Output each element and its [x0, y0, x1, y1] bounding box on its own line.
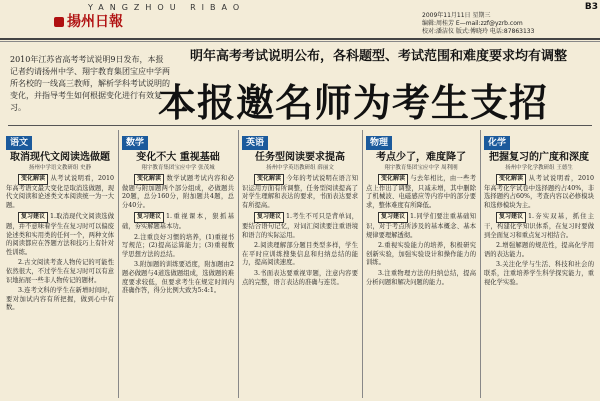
column-body	[242, 174, 358, 287]
paragraph-text: 2.重视实验能力的培养，积极研究创新实验，加强实验设计和操作能力的训练。	[366, 242, 476, 267]
column-byline: 翔宇教育集团宝应中学 周利刚	[384, 165, 458, 171]
column-english	[242, 130, 358, 398]
tip-label: 变化解读	[18, 174, 48, 185]
paragraph	[6, 287, 114, 313]
column-body	[484, 174, 594, 287]
paragraph	[484, 242, 594, 259]
column-byline: 扬州中学英语教研组 薛丽文	[266, 165, 334, 171]
subject-tag: 物理	[366, 136, 392, 150]
paragraph	[122, 261, 234, 295]
column-byline: 扬州中学化学教研组 王德生	[505, 165, 573, 171]
subject-tag: 英语	[242, 136, 268, 150]
paragraph-text: 数学试题考试内容和必做题与附加题两个部分组成，必做题共20题，总分160分，附加题共4题，总分40分。	[122, 175, 234, 209]
paragraph-text: 1.同学们要注重基础知识，对于考点所涉及的基本概念、基本规律要理解透彻。	[366, 213, 476, 239]
paragraph	[366, 212, 476, 240]
column-separator	[118, 130, 119, 398]
paragraph	[366, 270, 476, 287]
paragraph-text: 1.重视课本，狠抓基础，夯实解题基本功。	[122, 213, 234, 230]
column-body	[122, 174, 234, 296]
column-title: 考点少了，难度降了	[376, 152, 466, 163]
masthead	[0, 0, 600, 40]
paragraph-text: 3.书面表达要重视审题，注意内容要点的完整，语言表达的准确与连贯。	[242, 269, 358, 286]
subject-tag: 化学	[484, 136, 510, 150]
column-separator	[238, 130, 239, 398]
paragraph-text: 与去年相比，由一些考点上作出了调整，只减未增，其中删除了机械波、电磁感应等内容中的部分要求，整体难度有所降低。	[366, 175, 476, 209]
paragraph	[242, 174, 358, 210]
column-byline: 扬州中学语文教研组 史静	[28, 165, 92, 171]
proof-line: 校对:潘洁仪 版式:傅晓玲 电话:87863133	[422, 28, 535, 35]
paragraph	[6, 174, 114, 210]
paragraph	[484, 261, 594, 287]
paragraph	[484, 174, 594, 210]
page-number: B3	[584, 2, 598, 12]
tip-label: 复习建议	[378, 212, 408, 223]
paragraph-text: 2.阅读理解部分题目类型多样，学生在平时应训练搜集信息和归纳总结的能力，提高阅读速度。	[242, 242, 358, 267]
paragraph-text: 3.关注化学与生活、科技和社会的联系，注重培养学生科学探究能力，重视化学实验。	[484, 261, 594, 286]
masthead-rule	[0, 38, 600, 40]
masthead-meta	[422, 12, 592, 36]
column-title: 取消现代文阅读选做题	[10, 152, 110, 163]
column-byline: 翔宇教育集团宝应中学 张茂城	[141, 165, 215, 171]
subject-tag: 语文	[6, 136, 32, 150]
column-chemistry	[484, 130, 594, 398]
column-physics	[366, 130, 476, 398]
logo-icon	[54, 17, 64, 27]
date-line: 2009年11月11日 星期三	[422, 12, 491, 19]
column-body	[366, 174, 476, 287]
tip-label: 变化解读	[134, 174, 164, 185]
column-title: 把握复习的广度和深度	[489, 152, 589, 163]
column-chinese	[6, 130, 114, 398]
column-title: 变化不大 重视基础	[136, 152, 220, 163]
headline-sub: 明年高考考试说明公布，各科题型、考试范围和难度要求均有调整	[190, 49, 568, 64]
paragraph	[122, 212, 234, 231]
paragraph	[242, 242, 358, 268]
paragraph-text: 3.注重物理方法的归纳总结，提高分析问题和解决问题的能力。	[366, 269, 476, 286]
paragraph-text: 从考试说明看，2010年高考化学试卷中选择题约占40%，非选择题约占60%，考查内容以必修模块和选修模块为主。	[484, 175, 594, 209]
section-divider	[8, 125, 592, 126]
tip-label: 复习建议	[18, 212, 48, 223]
logo-text: 揚州日報	[67, 14, 123, 30]
paragraph	[366, 242, 476, 268]
paragraph-text: 今年的考试说明在语言知识运用方面有所调整，任务型阅读提高了对学生理解和表达的要求，书面表达要求有所提高。	[242, 175, 358, 209]
paragraph	[122, 174, 234, 210]
editor-line: 编辑:周桂芳 E—mail:zzf@yzrb.com	[422, 20, 523, 27]
intro-paragraph: 2010年江苏省高考考试说明9日发布，本报记者约请扬州中学、翔宇教育集团宝应中学两所名校的一线高三教师，解析学科考试说明的变化，并指导考生如何根据变化进行有效复习。	[10, 55, 170, 112]
paragraph-text: 2.古文阅读考查人物传记的可能性依然很大，不过学生在复习时可以有意识地拓展一些非人物传记的题材。	[6, 259, 114, 284]
masthead-rule-thin	[0, 41, 600, 42]
paragraph-text: 2.注重良好习惯的培养，(1)重视书写规范；(2)提高运算能力；(3)重视数学思想方法的总结。	[122, 233, 234, 258]
paragraph-text: 1.夯实双基，抓住主干，构建化学知识体系，在复习时要做到全面复习和重点复习相结合。	[484, 213, 594, 239]
headline-main: 本报邀名师为考生支招	[158, 81, 549, 125]
column-title: 任务型阅读要求提高	[255, 152, 345, 163]
tip-label: 复习建议	[254, 212, 284, 223]
subject-tag: 数学	[122, 136, 148, 150]
tip-label: 变化解读	[254, 174, 284, 185]
tip-label: 复习建议	[496, 212, 526, 223]
paragraph	[484, 212, 594, 240]
column-body	[6, 174, 114, 313]
paragraph-text: 3.连考文科的学生在新增时间时，要对加试内容有所把握，做到心中有数。	[6, 287, 114, 312]
paragraph	[366, 174, 476, 210]
paragraph-text: 3.附加题的训练要适度，附加题由2题必做题与4道选做题组成，选做题的难度要求较低，但要求考生在规定时间内准确作答，得分比例大致为5:4:1。	[122, 261, 234, 295]
paragraph-text: 从考试说明看，2010年高考语文最大变化是取消选做题，现代文阅读和论述类文本阅读统一为一大题。	[6, 175, 114, 209]
tip-label: 变化解读	[378, 174, 408, 185]
column-separator	[480, 130, 481, 398]
masthead-letters: YANGZHOU RIBAO	[88, 3, 246, 12]
newspaper-logo	[54, 11, 123, 31]
column-separator	[362, 130, 363, 398]
paragraph	[122, 234, 234, 260]
paragraph	[6, 212, 114, 257]
paragraph-text: 1.取消现代文阅读选做题，并不意味着学生在复习时可以偏废论述类和实用类的任何一个，两种文体的阅读都应在答题方法和技巧上有针对性训练。	[6, 213, 114, 256]
paragraph	[6, 259, 114, 285]
column-math	[122, 130, 234, 398]
paragraph	[242, 270, 358, 287]
tip-label: 变化解读	[496, 174, 526, 185]
tip-label: 复习建议	[134, 212, 164, 223]
paragraph	[242, 212, 358, 240]
paragraph-text: 2.增强解题的规范性，提高化学用语的表达能力。	[484, 242, 594, 258]
paragraph-text: 1.考生不可只是背单词，要结合语句记忆，对词汇阅读要注重语境和语言的实际运用。	[242, 213, 358, 239]
